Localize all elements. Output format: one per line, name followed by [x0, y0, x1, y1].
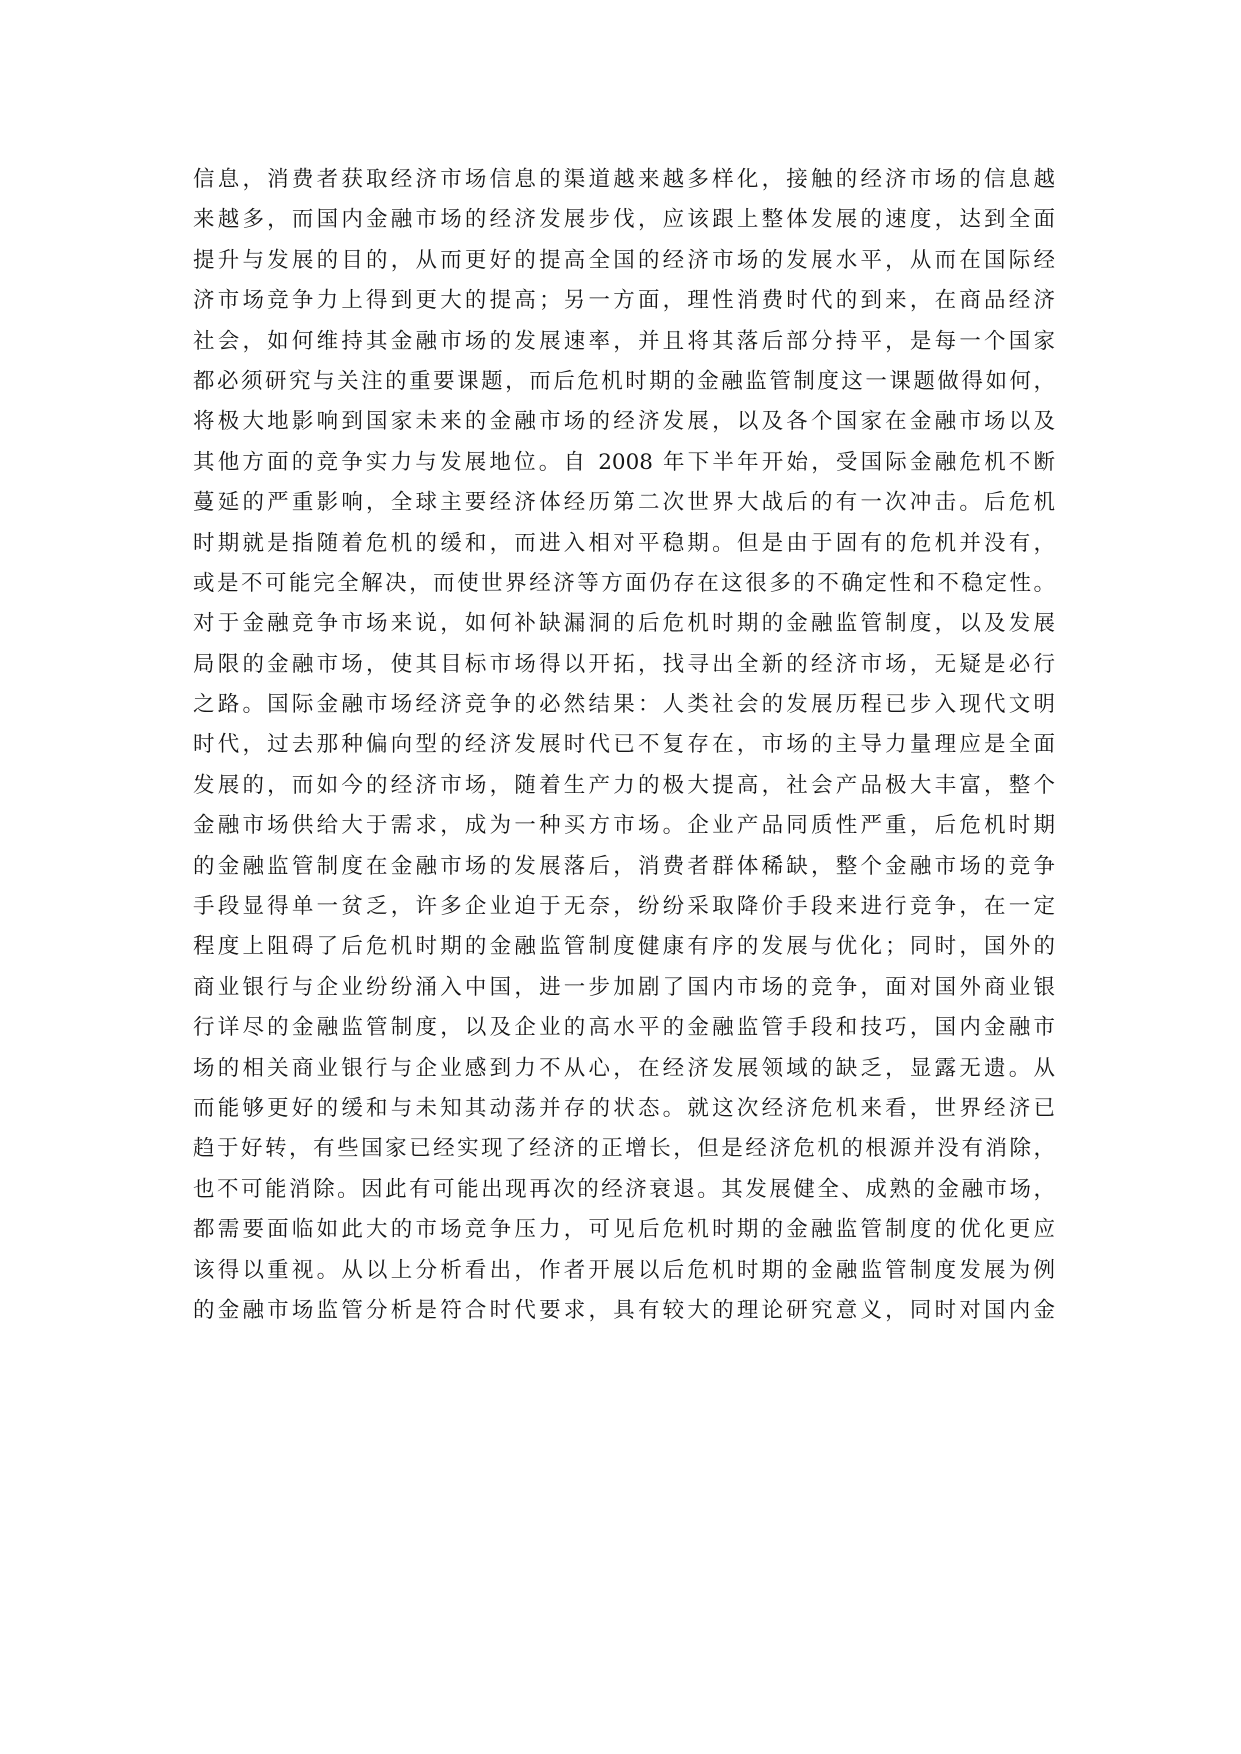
text-line: 提升与发展的目的，从而更好的提高全国的经济市场的发展水平，从而在国际经 — [193, 247, 1055, 273]
text-line: 济市场竞争力上得到更大的提高；另一方面，理性消费时代的到来，在商品经济 — [193, 288, 1055, 314]
text-line: 之路。国际金融市场经济竞争的必然结果：人类社会的发展历程已步入现代文明 — [193, 692, 1055, 718]
text-line: 对于金融竞争市场来说，如何补缺漏洞的后危机时期的金融监管制度，以及发展 — [193, 611, 1055, 637]
text-line: 程度上阻碍了后危机时期的金融监管制度健康有序的发展与优化；同时，国外的 — [193, 934, 1055, 960]
text-line: 或是不可能完全解决，而使世界经济等方面仍存在这很多的不确定性和不稳定性。 — [193, 570, 1055, 596]
text-line: 时代，过去那种偏向型的经济发展时代已不复存在，市场的主导力量理应是全面 — [193, 732, 1055, 758]
text-line: 场的相关商业银行与企业感到力不从心，在经济发展领域的缺乏，显露无遗。从 — [193, 1055, 1055, 1081]
text-line: 商业银行与企业纷纷涌入中国，进一步加剧了国内市场的竞争，面对国外商业银 — [193, 974, 1055, 1000]
text-line: 的金融市场监管分析是符合时代要求，具有较大的理论研究意义，同时对国内金 — [193, 1297, 1055, 1323]
text-line: 时期就是指随着危机的缓和，而进入相对平稳期。但是由于固有的危机并没有， — [193, 530, 1055, 556]
text-line: 其他方面的竞争实力与发展地位。自 2008 年下半年开始，受国际金融危机不断 — [193, 449, 1055, 475]
text-line: 将极大地影响到国家未来的金融市场的经济发展，以及各个国家在金融市场以及 — [193, 409, 1055, 435]
text-line: 蔓延的严重影响，全球主要经济体经历第二次世界大战后的有一次冲击。后危机 — [193, 490, 1055, 516]
text-line: 社会，如何维持其金融市场的发展速率，并且将其落后部分持平，是每一个国家 — [193, 328, 1055, 354]
text-line: 也不可能消除。因此有可能出现再次的经济衰退。其发展健全、成熟的金融市场， — [193, 1176, 1055, 1202]
text-line: 手段显得单一贫乏，许多企业迫于无奈，纷纷采取降价手段来进行竞争，在一定 — [193, 894, 1055, 920]
text-line: 而能够更好的缓和与未知其动荡并存的状态。就这次经济危机来看，世界经济已 — [193, 1095, 1055, 1121]
text-line: 趋于好转，有些国家已经实现了经济的正增长，但是经济危机的根源并没有消除， — [193, 1136, 1055, 1162]
text-line: 该得以重视。从以上分析看出，作者开展以后危机时期的金融监管制度发展为例 — [193, 1257, 1055, 1283]
text-line: 都需要面临如此大的市场竞争压力，可见后危机时期的金融监管制度的优化更应 — [193, 1217, 1055, 1243]
text-line: 行详尽的金融监管制度，以及企业的高水平的金融监管手段和技巧，国内金融市 — [193, 1015, 1055, 1041]
text-line: 的金融监管制度在金融市场的发展落后，消费者群体稀缺，整个金融市场的竞争 — [193, 853, 1055, 879]
text-line: 发展的，而如今的经济市场，随着生产力的极大提高，社会产品极大丰富，整个 — [193, 772, 1055, 798]
text-line: 信息，消费者获取经济市场信息的渠道越来越多样化，接触的经济市场的信息越 — [193, 167, 1055, 192]
text-line: 都必须研究与关注的重要课题，而后危机时期的金融监管制度这一课题做得如何， — [193, 368, 1055, 394]
text-line: 来越多，而国内金融市场的经济发展步伐，应该跟上整体发展的速度，达到全面 — [193, 207, 1055, 233]
body-text — [193, 160, 1055, 1331]
text-line: 局限的金融市场，使其目标市场得以开拓，找寻出全新的经济市场，无疑是必行 — [193, 651, 1055, 677]
text-line: 金融市场供给大于需求，成为一种买方市场。企业产品同质性严重，后危机时期 — [193, 813, 1055, 839]
